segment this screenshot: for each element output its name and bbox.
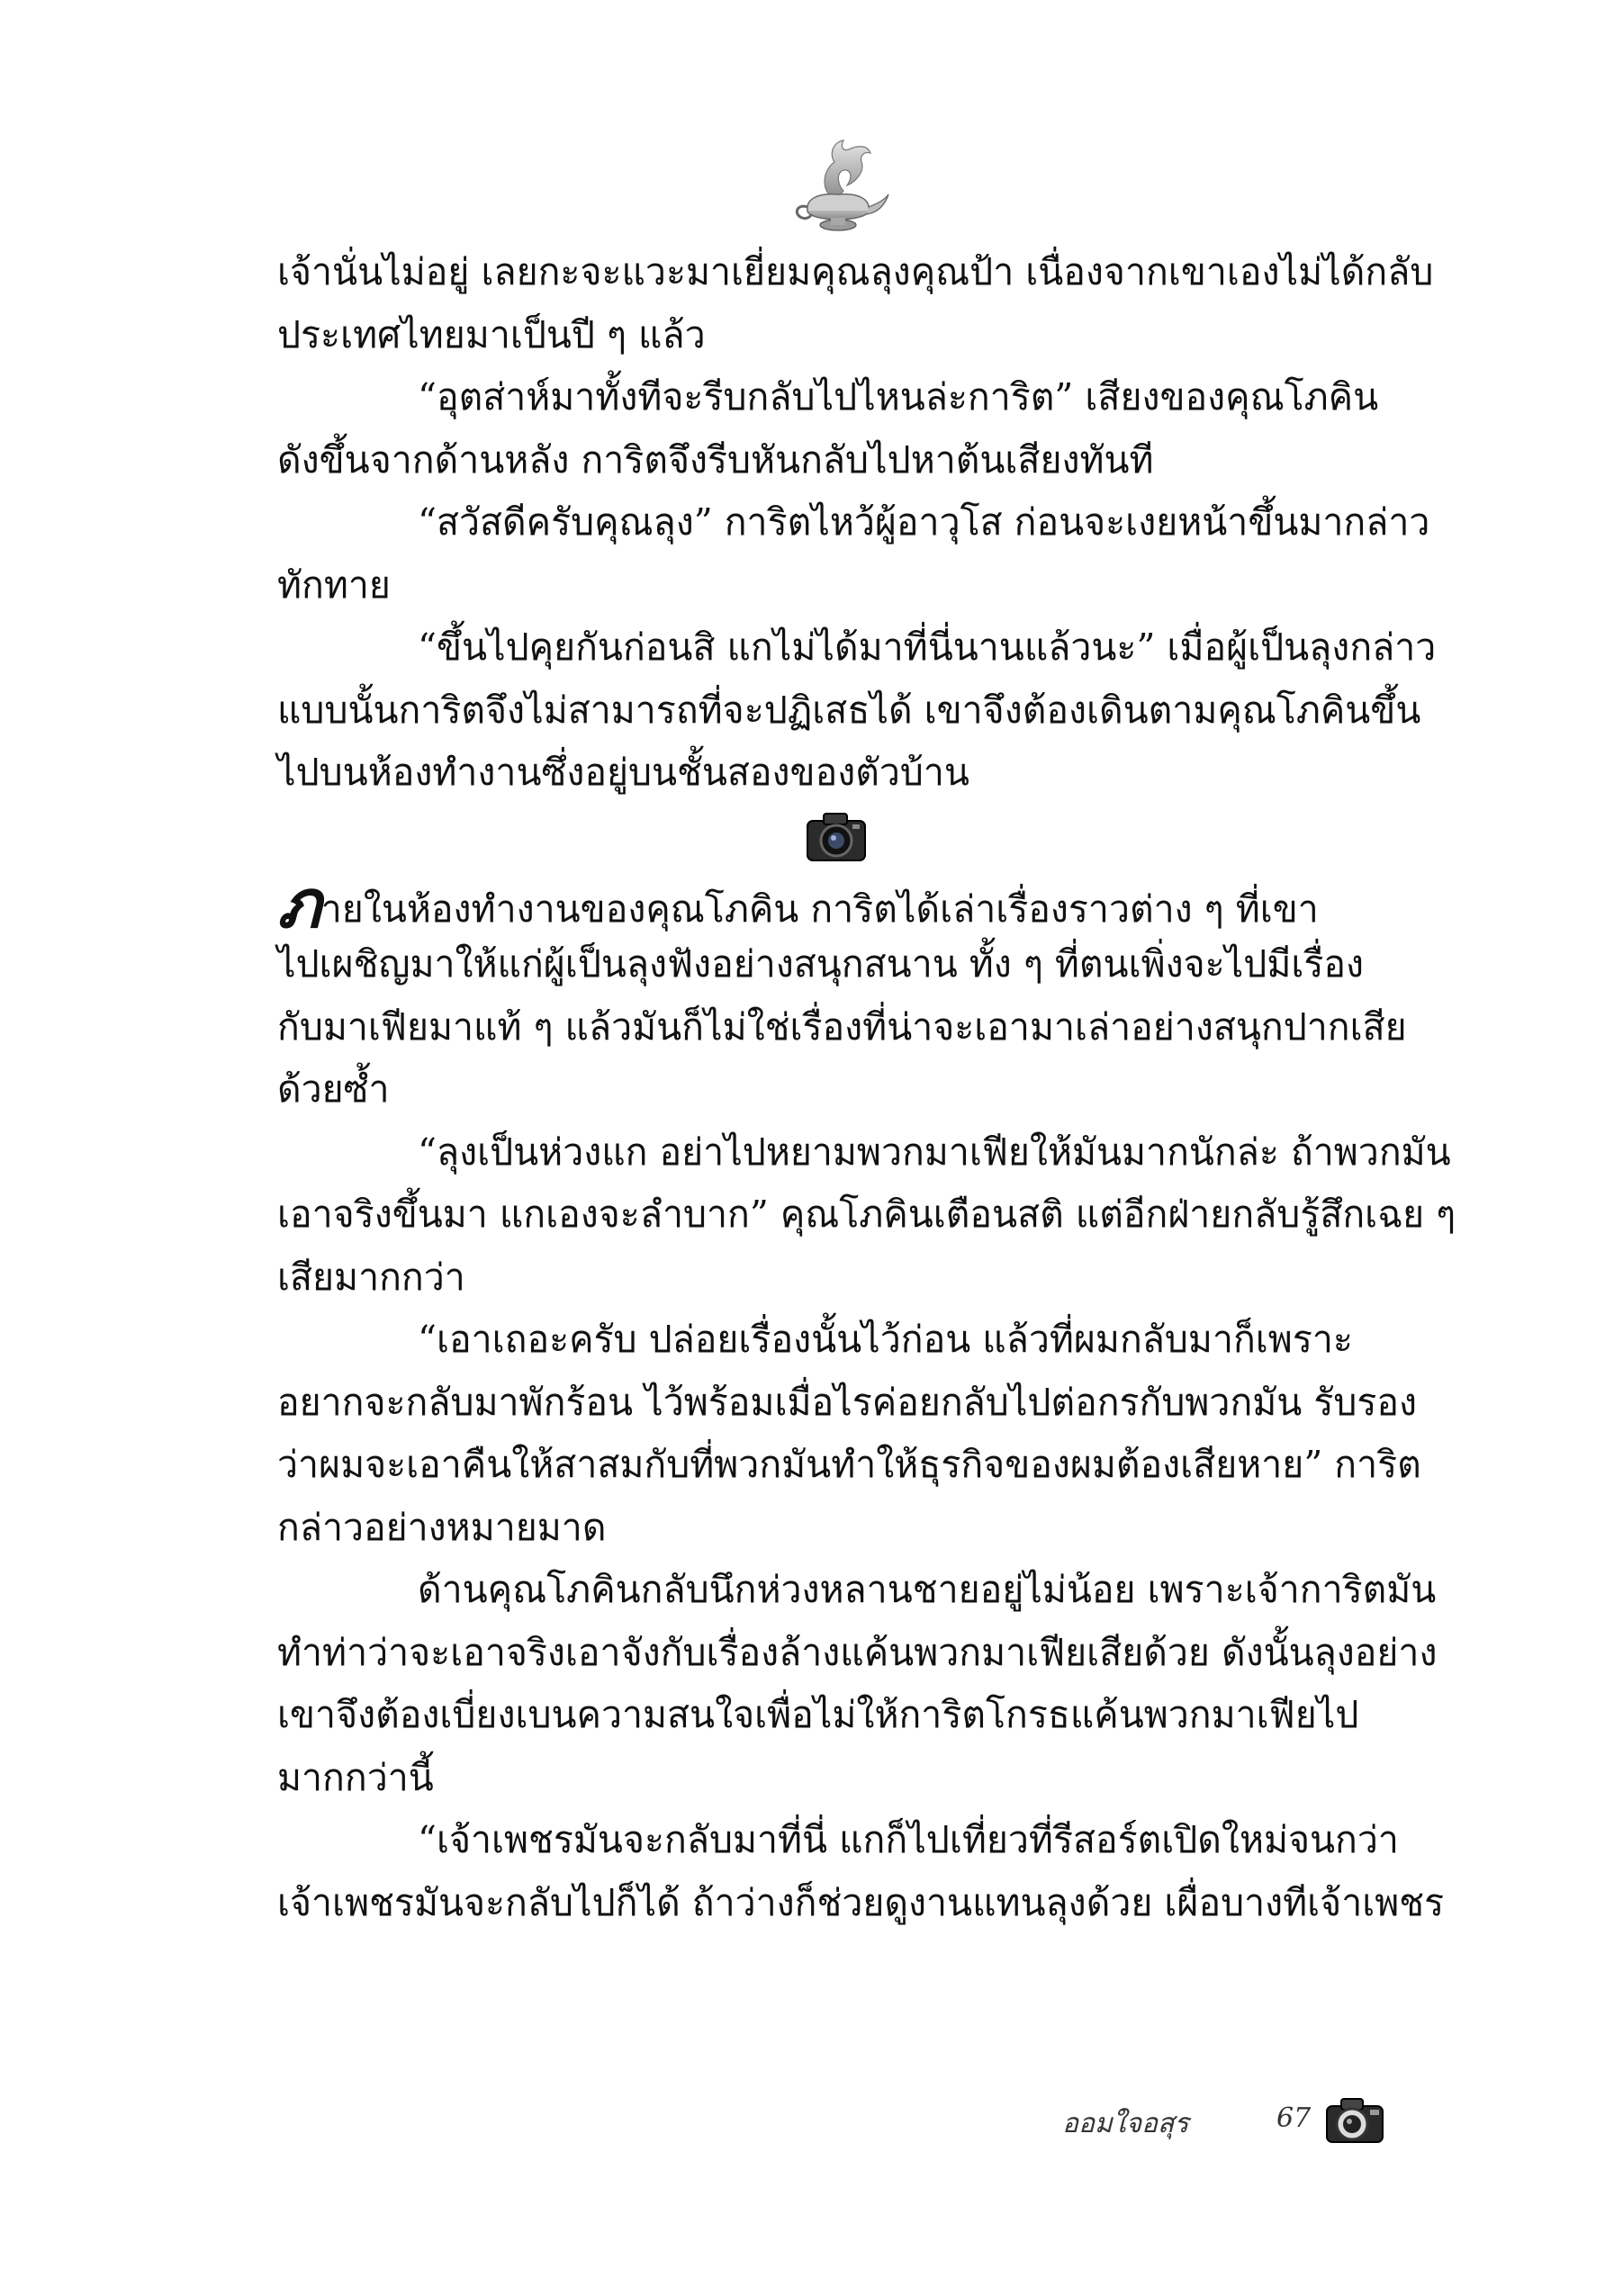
text-line: ทำท่าว่าจะเอาจริงเอาจังกับเรื่องล้างแค้นพวกมาเฟียเสียด้วย ดังนั้นลุงอย่าง — [277, 1630, 1438, 1674]
text-line: ดังขึ้นจากด้านหลัง การิตจึงรีบหันกลับไปหาต้นเสียงทันที — [277, 437, 1154, 482]
body-text — [277, 241, 1456, 1934]
genie-lamp-icon — [784, 135, 892, 236]
running-title: ออมใจอสุร — [1062, 2108, 1189, 2139]
first-line-text: ายในห้องทำงานของคุณโภคิน การิตได้เล่าเรื่องราวต่าง ๆ ที่เขา — [320, 887, 1319, 931]
text-line: เสียมากกว่า — [277, 1255, 465, 1299]
text-line: เจ้าเพชรมันจะกลับไปก็ได้ ถ้าว่างก็ช่วยดูงานแทนลุงด้วย เผื่อบางทีเจ้าเพชร — [277, 1880, 1445, 1924]
text-line: ทักทาย — [277, 563, 391, 607]
text-line: ว่าผมจะเอาคืนให้สาสมกับที่พวกมันทำให้ธุรกิจของผมต้องเสียหาย” การิต — [277, 1443, 1421, 1486]
text-line: กล่าวอย่างหมายมาด — [277, 1505, 607, 1549]
text-line: เอาจริงขึ้นมา แกเองจะลำบาก” คุณโภคินเตือนสติ แต่อีกฝ่ายกลับรู้สึกเฉย ๆ — [277, 1193, 1456, 1236]
drop-cap: ภ — [277, 865, 321, 943]
page-number: 67 — [1276, 2102, 1312, 2134]
text-line: “อุตส่าห์มาทั้งทีจะรีบกลับไปไหนล่ะการิต” เสียงของคุณโภคิน — [418, 375, 1379, 419]
section-1 — [277, 241, 1437, 805]
text-line: อยากจะกลับมาพักร้อน ไว้พร้อมเมื่อไรค่อยกลับไปต่อกรกับพวกมัน รับรอง — [277, 1380, 1418, 1424]
text-line: “เอาเถอะครับ ปล่อยเรื่องนั้นไว้ก่อน แล้วที่ผมกลับมาก็เพราะ — [418, 1318, 1353, 1361]
text-line: มากกว่านี้ — [277, 1755, 434, 1799]
text-line: ด้วยซ้ำ — [277, 1067, 390, 1111]
text-line: ด้านคุณโภคินกลับนึกห่วงหลานชายอยู่ไม่น้อย เพราะเจ้าการิตมัน — [418, 1568, 1437, 1611]
text-line: แบบนั้นการิตจึงไม่สามารถที่จะปฏิเสธได้ เขาจึงต้องเดินตามคุณโภคินขึ้น — [277, 688, 1421, 732]
text-line: “ลุงเป็นห่วงแก อย่าไปหยามพวกมาเฟียให้มันมากนักล่ะ ถ้าพวกมัน — [418, 1130, 1451, 1174]
section-2 — [277, 865, 1456, 1935]
page-footer — [1062, 2093, 1404, 2147]
text-line — [277, 865, 1413, 943]
text-line: ไปบนห้องทำงานซึ่งอยู่บนชั้นสองของตัวบ้าน — [277, 751, 969, 794]
text-line: ประเทศไทยมาเป็นปี ๆ แล้ว — [277, 312, 706, 356]
text-line: “สวัสดีครับคุณลุง” การิตไหว้ผู้อาวุโส ก่อนจะเงยหน้าขึ้นมากล่าว — [418, 500, 1430, 544]
text-line: “ขึ้นไปคุยกันก่อนสิ แกไม่ได้มาที่นี่นานแล้วนะ” เมื่อผู้เป็นลุงกล่าว — [418, 626, 1437, 669]
text-line: กับมาเฟียมาแท้ ๆ แล้วมันก็ไม่ใช่เรื่องที่น่าจะเอามาเล่าอย่างสนุกปากเสีย — [277, 1004, 1407, 1049]
text-line: เจ้านั่นไม่อยู่ เลยกะจะแวะมาเยี่ยมคุณลุงคุณป้า เนื่องจากเขาเองไม่ได้กลับ — [277, 250, 1434, 293]
text-line: “เจ้าเพชรมันจะกลับมาที่นี่ แกก็ไปเที่ยวที่รีสอร์ตเปิดใหม่จนกว่า — [418, 1818, 1399, 1861]
camera-icon — [804, 808, 869, 864]
text-line: เขาจึงต้องเบี่ยงเบนความสนใจเพื่อไม่ให้การิตโกรธแค้นพวกมาเฟียไป — [277, 1693, 1359, 1736]
section-divider — [277, 805, 1413, 871]
camera-icon — [1325, 2093, 1388, 2146]
text-line: ไปเผชิญมาให้แก่ผู้เป็นลุงฟังอย่างสนุกสนาน ทั้ง ๆ ที่ตนเพิ่งจะไปมีเรื่อง — [277, 942, 1365, 986]
